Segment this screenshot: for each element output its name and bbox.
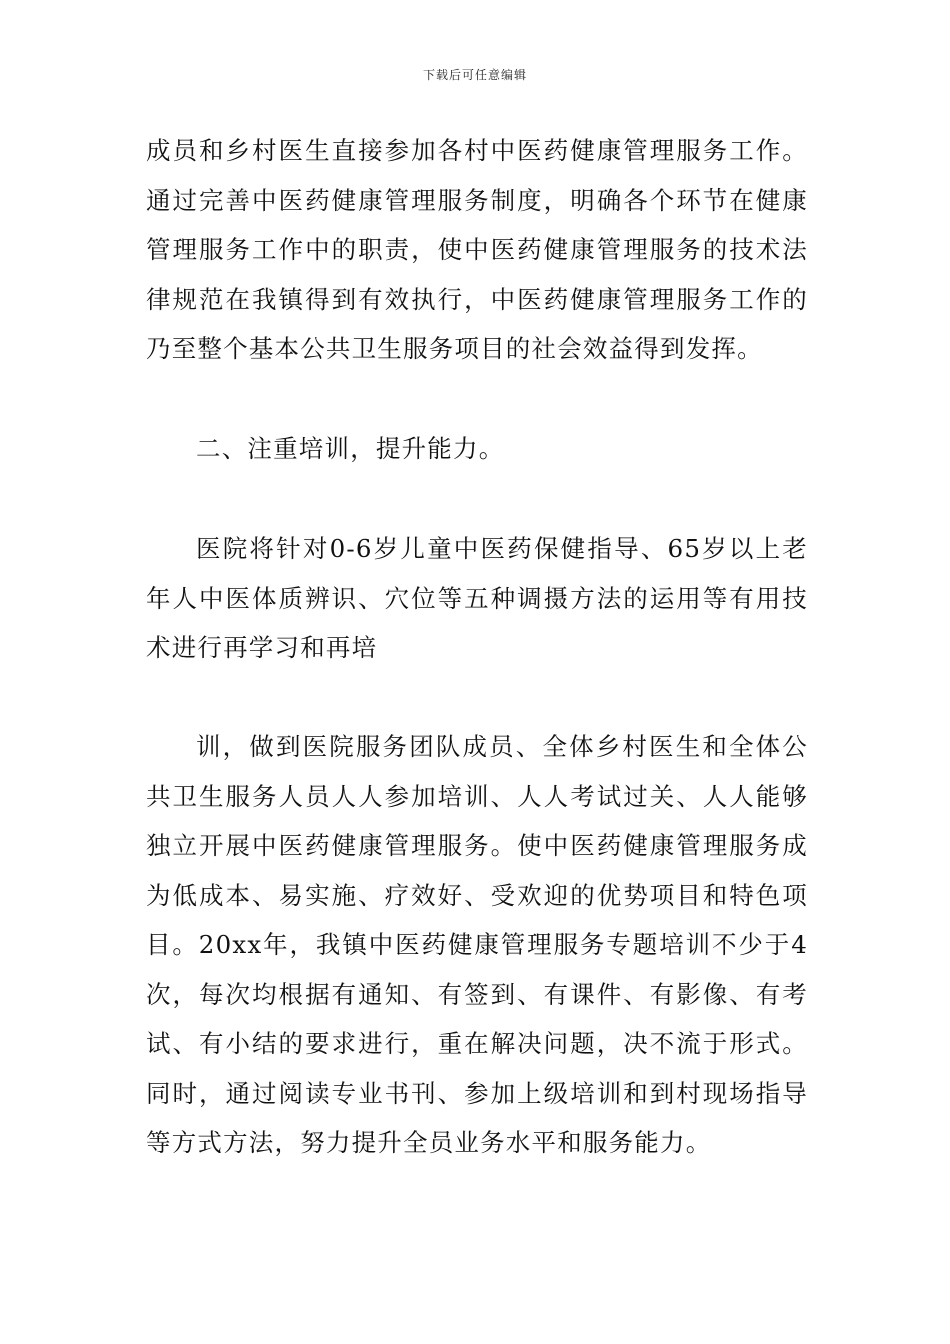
paragraph-training-plan: 医院将针对0-6岁儿童中医药保健指导、65岁以上老年人中医体质辨识、穴位等五种调摄方法的运用等有用技术进行再学习和再培 (146, 534, 808, 662)
paragraph-training-details: 训，做到医院服务团队成员、全体乡村医生和全体公共卫生服务人员人人参加培训、人人考试过关、人人能够独立开展中医药健康管理服务。使中医药健康管理服务成为低成本、易实施、疗效好、受欢迎的优势项目和特色项目。20xx年，我镇中医药健康管理服务专题培训不少于4次，每次均根据有通知、有签到、有课件、有影像、有考试、有小结的要求进行，重在解决问题，决不流于形式。同时，通过阅读专业书刊、参加上级培训和到村现场指导等方式方法，努力提升全员业务水平和服务能力。 (146, 732, 808, 1157)
page-header: 下载后可任意编辑 (422, 68, 527, 82)
paragraph-management-system: 成员和乡村医生直接参加各村中医药健康管理服务工作。通过完善中医药健康管理服务制度，明确各个环节在健康管理服务工作中的职责，使中医药健康管理服务的技术法律规范在我镇得到有效执行，中医药健康管理服务工作的乃至整个基本公共卫生服务项目的社会效益得到发挥。 (146, 136, 808, 363)
section-heading-training: 二、注重培训，提升能力。 (196, 434, 505, 463)
